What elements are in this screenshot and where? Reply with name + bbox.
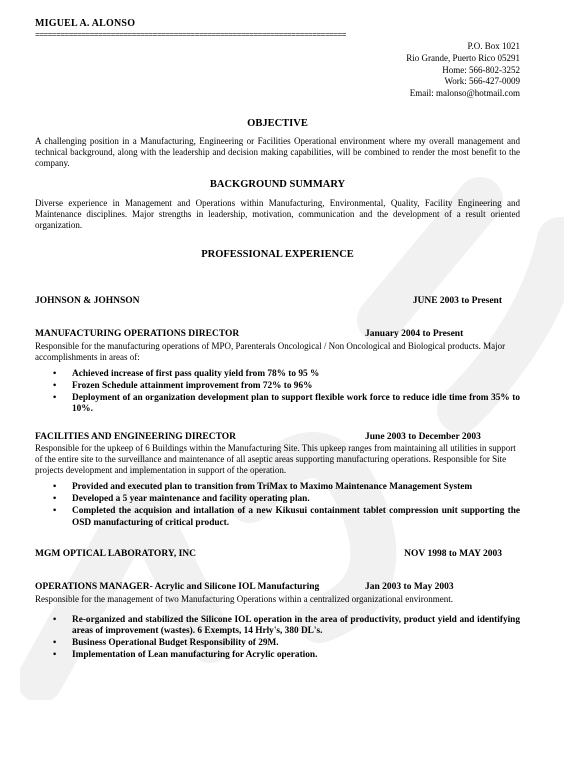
- bullet-icon: •: [53, 381, 57, 392]
- role-header: [35, 582, 520, 594]
- resume-content: [35, 18, 520, 662]
- list-item: • Developed a 5 year maintenance and facility operating plan.: [53, 494, 310, 505]
- list-item: • Frozen Schedule attainment improvement from 72% to 96%: [53, 381, 313, 392]
- bullet-icon: •: [53, 650, 57, 661]
- list-item: • Achieved increase of first pass quality yield from 78% to 95 %: [53, 368, 320, 379]
- role-dates: June 2003 to December 2003: [365, 431, 481, 442]
- role-header: [35, 329, 520, 341]
- objective-text: A challenging position in a Manufacturing, Engineering or Facilities Operational environment where my overall management and technical background, along with the leadership and decision making capabilities, will be combined to render the most benefit to the company.: [35, 136, 520, 169]
- background-text: Diverse experience in Management and Operations within Manufacturing, Environmental, Quality, Facility Engineering and Maintenance disciplines. Major strengths in leadership, motivation, communication and the development of a result oriented organization.: [35, 198, 520, 231]
- contact-po-box: P.O. Box 1021: [467, 41, 520, 52]
- contact-home-phone: Home: 566-802-3252: [442, 64, 520, 75]
- role-title: OPERATIONS MANAGER- Acrylic and Silicone IOL Manufacturing: [35, 582, 320, 593]
- contact-email: Email: malonso@hotmail.com: [409, 87, 520, 98]
- role-dates: Jan 2003 to May 2003: [365, 582, 454, 593]
- bullet-icon: •: [53, 494, 57, 505]
- role-title: MANUFACTURING OPERATIONS DIRECTOR: [35, 329, 240, 340]
- accomplishment-list: [35, 615, 520, 662]
- accomplishment-list: [35, 369, 520, 416]
- bullet-icon: •: [53, 506, 57, 517]
- role-description: Responsible for the management of two Manufacturing Operations within a centralized organizational environment.: [35, 593, 453, 604]
- company-dates: NOV 1998 to MAY 2003: [404, 548, 502, 559]
- list-item: • Completed the acquision and intallation of a new Kikusui containment tablet compression unit supporting the OSD manufacturing of critical product.: [53, 506, 520, 528]
- list-item: • Business Operational Budget Responsibility of 29M.: [53, 638, 279, 649]
- bullet-icon: •: [53, 614, 57, 625]
- role-description: Responsible for the manufacturing operations of MPO, Parenterals Oncological / Non Oncological and Biological products. Major accomplishments in areas of:: [35, 340, 506, 362]
- bullet-icon: •: [53, 368, 57, 379]
- role-title: FACILITIES AND ENGINEERING DIRECTOR: [35, 431, 237, 442]
- contact-city: Rio Grande, Puerto Rico 05291: [406, 52, 520, 63]
- contact-work-phone: Work: 566-427-0009: [444, 76, 520, 87]
- role-header: [35, 432, 520, 444]
- header-divider: ==========================================================================: [35, 32, 346, 41]
- company-name: MGM OPTICAL LABORATORY, INC: [35, 548, 197, 559]
- company-name: JOHNSON & JOHNSON: [35, 295, 140, 306]
- list-item: • Implementation of Lean manufacturing for Acrylic operation.: [53, 650, 318, 661]
- role-dates: January 2004 to Present: [365, 329, 464, 340]
- company-header: [35, 296, 502, 308]
- background-heading: BACKGROUND SUMMARY: [209, 179, 346, 191]
- list-item: • Deployment of an organization development plan to support flexible work force to reduce idle time from 35% to 10%.: [53, 393, 520, 415]
- bullet-icon: •: [53, 638, 57, 649]
- role-description: Responsible for the upkeep of 6 Buildings within the Manufacturing Site. This upkeep ranges from maintaining all utilities in support of the entire site to the surveillance and maintenance of all aseptic areas supporting manufacturing operations. Responsible for Site projects development and implementation in support of the operation.: [35, 443, 516, 476]
- company-dates: JUNE 2003 to Present: [412, 295, 502, 306]
- objective-heading: OBJECTIVE: [247, 117, 308, 129]
- bullet-icon: •: [53, 393, 57, 404]
- contact-block: [35, 41, 520, 99]
- accomplishment-list: [35, 482, 520, 529]
- bullet-icon: •: [53, 482, 57, 493]
- list-item: • Re-organized and stabilized the Silicone IOL operation in the area of productivity, product yield and identifying areas of improvement (wastes). 6 Exempts, 14 Hrly's, 380 DL's.: [53, 614, 520, 636]
- list-item: • Provided and executed plan to transition from TriMax to Maximo Maintenance Management System: [53, 482, 473, 493]
- candidate-name: MIGUEL A. ALONSO: [35, 18, 136, 29]
- experience-heading: PROFESSIONAL EXPERIENCE: [201, 249, 354, 261]
- company-header: [35, 549, 502, 561]
